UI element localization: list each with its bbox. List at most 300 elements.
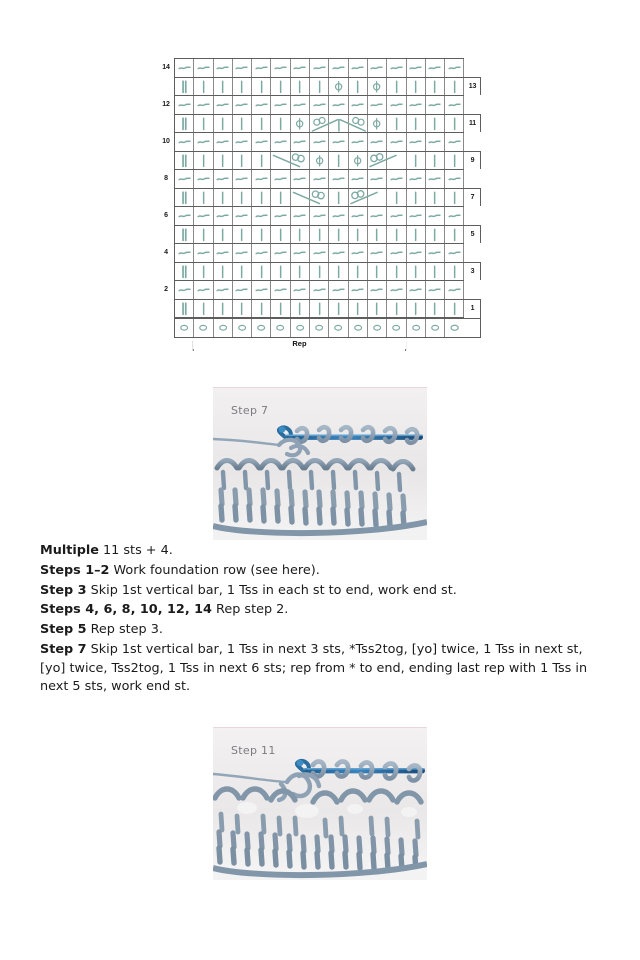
symbol-glyph	[329, 226, 347, 244]
vertical-bar-symbol	[387, 263, 406, 281]
double-vertical-bar-symbol	[175, 78, 194, 96]
symbol-glyph	[368, 59, 386, 77]
symbol-glyph	[194, 244, 212, 262]
instruction-line	[40, 562, 602, 581]
symbol-glyph	[310, 115, 328, 133]
symbol-glyph	[310, 133, 328, 151]
symbol-glyph	[194, 115, 212, 133]
tss-return-symbol	[194, 59, 213, 77]
symbol-glyph	[175, 207, 193, 225]
symbol-glyph	[233, 207, 251, 225]
vertical-bar-symbol	[407, 226, 426, 244]
symbol-glyph	[349, 300, 367, 318]
symbol-glyph	[349, 59, 367, 77]
tss-return-symbol	[310, 244, 329, 262]
symbol-glyph	[310, 281, 328, 299]
tss-return-symbol	[214, 170, 233, 188]
symbol-glyph	[291, 189, 309, 207]
symbol-glyph	[233, 115, 251, 133]
tss-return-symbol	[175, 170, 194, 188]
tss-return-symbol	[175, 207, 194, 225]
chart-row-cells	[174, 114, 464, 133]
symbol-glyph	[252, 281, 270, 299]
tss-return-symbol	[175, 281, 194, 299]
symbol-glyph	[252, 96, 270, 114]
symbol-glyph	[175, 263, 193, 281]
tss-return-symbol	[426, 170, 445, 188]
symbol-glyph	[387, 170, 405, 188]
symbol-glyph	[233, 59, 251, 77]
tss-return-symbol	[194, 170, 213, 188]
tss-return-symbol	[310, 281, 329, 299]
chart-row-6	[158, 206, 481, 225]
symbol-glyph	[310, 207, 328, 225]
symbol-glyph	[426, 281, 444, 299]
chart-grid	[158, 58, 481, 354]
vertical-bar-symbol	[271, 263, 290, 281]
row-number-left: 14	[162, 63, 170, 71]
instruction-lead: Steps 1–2	[40, 562, 110, 578]
symbol-glyph	[368, 244, 386, 262]
tss-return-symbol	[445, 281, 464, 299]
vertical-bar-symbol	[214, 226, 233, 244]
chart-foundation-row	[174, 318, 481, 338]
symbol-glyph	[349, 189, 367, 207]
vertical-bar-symbol	[349, 78, 368, 96]
tss3tog-continuation	[329, 115, 348, 133]
tss-return-symbol	[252, 207, 271, 225]
step-11-photo-label: Step 11	[231, 744, 276, 757]
symbol-glyph	[214, 207, 232, 225]
symbol-glyph	[233, 226, 251, 244]
symbol-glyph	[233, 133, 251, 151]
vertical-bar-symbol	[368, 263, 387, 281]
symbol-glyph	[387, 207, 405, 225]
tss-return-symbol	[407, 96, 426, 114]
symbol-glyph	[387, 244, 405, 262]
instruction-line	[40, 641, 602, 697]
vertical-bar-symbol	[445, 189, 464, 207]
symbol-glyph	[368, 300, 386, 318]
tss-return-symbol	[426, 281, 445, 299]
symbol-glyph	[329, 170, 347, 188]
symbol-glyph	[233, 189, 251, 207]
instruction-line	[40, 542, 602, 561]
vertical-bar-symbol	[233, 300, 252, 318]
tss2tog-left-symbol	[291, 189, 310, 207]
symbol-glyph	[271, 115, 289, 133]
row-number-right: 11	[464, 114, 481, 133]
symbol-glyph	[175, 170, 193, 188]
tss2tog-right-symbol	[368, 152, 387, 170]
chain-symbol	[233, 319, 252, 337]
double-vertical-bar-symbol	[175, 226, 194, 244]
symbol-glyph	[349, 152, 367, 170]
vertical-bar-symbol	[291, 300, 310, 318]
vertical-bar-symbol	[329, 300, 348, 318]
tss-return-symbol	[291, 244, 310, 262]
symbol-glyph	[194, 300, 212, 318]
symbol-glyph	[291, 244, 309, 262]
symbol-glyph	[426, 59, 444, 77]
tss-return-symbol	[368, 59, 387, 77]
vertical-bar-symbol	[387, 226, 406, 244]
vertical-bar-symbol	[349, 300, 368, 318]
tss-return-symbol	[407, 59, 426, 77]
tss3tog-center-symbol	[310, 115, 329, 133]
symbol-glyph	[194, 226, 212, 244]
symbol-glyph	[291, 281, 309, 299]
tss-return-symbol	[233, 244, 252, 262]
symbol-glyph	[407, 59, 425, 77]
symbol-glyph	[407, 170, 425, 188]
chart-row-1	[158, 299, 481, 319]
symbol-glyph	[194, 152, 212, 170]
vertical-bar-symbol	[233, 115, 252, 133]
yarn-over-symbol	[349, 152, 368, 170]
symbol-glyph	[271, 96, 289, 114]
instruction-text: Skip 1st vertical bar, 1 Tss in each st to end, work end st.	[86, 582, 457, 598]
symbol-glyph	[194, 170, 212, 188]
row-number-spacer	[464, 206, 480, 225]
yarn-over-symbol	[291, 115, 310, 133]
symbol-glyph	[271, 300, 289, 318]
symbol-glyph	[291, 96, 309, 114]
symbol-glyph	[175, 78, 193, 96]
step-7-photo	[213, 387, 427, 540]
symbol-glyph	[175, 189, 193, 207]
tss2tog-right-symbol	[349, 189, 368, 207]
tss-return-symbol	[271, 170, 290, 188]
vertical-bar-symbol	[194, 189, 213, 207]
double-vertical-bar-symbol	[175, 263, 194, 281]
vertical-bar-symbol	[310, 78, 329, 96]
vertical-bar-symbol	[252, 152, 271, 170]
symbol-glyph	[271, 189, 289, 207]
vertical-bar-symbol	[329, 263, 348, 281]
tss-return-symbol	[407, 207, 426, 225]
tss3tog-continuation	[349, 115, 368, 133]
vertical-bar-symbol	[445, 300, 464, 318]
symbol-glyph	[426, 244, 444, 262]
row-number-left: 6	[164, 211, 168, 219]
vertical-bar-symbol	[407, 263, 426, 281]
double-vertical-bar-symbol	[175, 300, 194, 318]
row-number-spacer	[158, 299, 174, 319]
instruction-lead: Step 7	[40, 641, 87, 657]
symbol-glyph	[252, 300, 270, 318]
vertical-bar-symbol	[329, 226, 348, 244]
vertical-bar-symbol	[194, 263, 213, 281]
symbol-glyph	[387, 281, 405, 299]
symbol-glyph	[387, 189, 405, 207]
chain-symbol	[387, 319, 406, 337]
symbol-glyph	[214, 96, 232, 114]
symbol-glyph	[445, 226, 463, 244]
symbol-glyph	[291, 115, 309, 133]
symbol-glyph	[387, 226, 405, 244]
tss-return-symbol	[252, 244, 271, 262]
chart-row-12	[158, 95, 481, 114]
vertical-bar-symbol	[271, 189, 290, 207]
vertical-bar-symbol	[252, 78, 271, 96]
symbol-glyph	[426, 152, 444, 170]
tss-return-symbol	[214, 96, 233, 114]
symbol-glyph	[233, 78, 251, 96]
symbol-glyph	[329, 207, 347, 225]
symbol-glyph	[175, 115, 193, 133]
tss-return-symbol	[252, 59, 271, 77]
vertical-bar-symbol	[329, 189, 348, 207]
row-number-spacer	[158, 188, 174, 207]
tss-return-symbol	[445, 133, 464, 151]
symbol-glyph	[233, 244, 251, 262]
symbol-glyph	[194, 281, 212, 299]
symbol-glyph	[407, 189, 425, 207]
tss2tog-left-symbol	[271, 152, 290, 170]
tss-return-symbol	[291, 133, 310, 151]
double-vertical-bar-symbol	[175, 189, 194, 207]
vertical-bar-symbol	[407, 78, 426, 96]
chart-row-cells	[174, 95, 464, 114]
symbol-glyph	[252, 133, 270, 151]
symbol-glyph	[175, 226, 193, 244]
symbol-glyph	[407, 96, 425, 114]
chain-symbol	[310, 319, 329, 337]
tss-return-symbol	[349, 207, 368, 225]
tss-return-symbol	[329, 133, 348, 151]
symbol-glyph	[445, 96, 463, 114]
symbol-glyph	[252, 226, 270, 244]
symbol-glyph	[426, 189, 444, 207]
symbol-glyph	[407, 300, 425, 318]
symbol-glyph	[214, 170, 232, 188]
row-number-spacer	[158, 262, 174, 281]
row-number-left: 2	[164, 285, 168, 293]
symbol-glyph	[349, 226, 367, 244]
symbol-glyph	[349, 78, 367, 96]
tss-return-symbol	[194, 207, 213, 225]
symbol-glyph	[445, 281, 463, 299]
chain-symbol	[349, 319, 368, 337]
chart-row-cells	[174, 169, 464, 188]
vertical-bar-symbol	[252, 226, 271, 244]
symbol-glyph	[175, 133, 193, 151]
vertical-bar-symbol	[194, 152, 213, 170]
tss-return-symbol	[214, 133, 233, 151]
chart-row-3	[158, 262, 481, 281]
chain-symbol	[214, 319, 233, 337]
vertical-bar-symbol	[349, 226, 368, 244]
tss-return-symbol	[387, 59, 406, 77]
symbol-glyph	[175, 152, 193, 170]
symbol-glyph	[271, 152, 289, 170]
symbol-glyph	[291, 300, 309, 318]
symbol-glyph	[387, 78, 405, 96]
tss-return-symbol	[368, 281, 387, 299]
chain-symbol	[271, 319, 290, 337]
vertical-bar-symbol	[426, 152, 445, 170]
symbol-glyph	[349, 244, 367, 262]
chain-symbol	[194, 319, 213, 337]
vertical-bar-symbol	[349, 263, 368, 281]
tss-return-symbol	[445, 96, 464, 114]
tss2tog-right-continuation	[387, 152, 406, 170]
symbol-glyph	[445, 263, 463, 281]
rep-label: Rep	[193, 338, 405, 349]
chart-row-7	[158, 188, 481, 207]
tss-return-symbol	[271, 244, 290, 262]
symbol-glyph	[368, 152, 386, 170]
vertical-bar-symbol	[310, 263, 329, 281]
symbol-glyph	[233, 152, 251, 170]
vertical-bar-symbol	[445, 78, 464, 96]
symbol-glyph	[445, 115, 463, 133]
row-number-right: 5	[464, 225, 481, 244]
symbol-glyph	[329, 281, 347, 299]
symbol-glyph	[252, 59, 270, 77]
tss-return-symbol	[426, 59, 445, 77]
symbol-glyph	[175, 59, 193, 77]
vertical-bar-symbol	[214, 263, 233, 281]
tss-return-symbol	[387, 281, 406, 299]
tss-return-symbol	[407, 170, 426, 188]
symbol-glyph	[368, 115, 386, 133]
symbol-glyph	[445, 78, 463, 96]
symbol-glyph	[214, 78, 232, 96]
vertical-bar-symbol	[426, 115, 445, 133]
tss-return-symbol	[233, 207, 252, 225]
vertical-bar-symbol	[233, 78, 252, 96]
chart-row-2	[158, 280, 481, 299]
instruction-text: Skip 1st vertical bar, 1 Tss in next 3 sts, *Tss2tog, [yo] twice, 1 Tss in next st, [yo] twice, Tss2tog, 1 Tss in next 6 sts; rep from * to end, ending last rep with 1 Tss in next 5 sts, work end st.	[40, 641, 588, 695]
symbol-glyph	[271, 170, 289, 188]
yarn-over-symbol	[368, 115, 387, 133]
tss2tog-left-continuation	[291, 152, 310, 170]
chart-row-cells	[174, 299, 464, 319]
tss-return-symbol	[329, 207, 348, 225]
vertical-bar-symbol	[407, 115, 426, 133]
tss2tog-right-continuation	[368, 189, 387, 207]
symbol-glyph	[329, 96, 347, 114]
tss-return-symbol	[252, 170, 271, 188]
symbol-glyph	[407, 281, 425, 299]
vertical-bar-symbol	[291, 263, 310, 281]
symbol-glyph	[194, 59, 212, 77]
instruction-text: Work foundation row (see here).	[109, 562, 320, 578]
symbol-glyph	[271, 78, 289, 96]
symbol-glyph	[214, 226, 232, 244]
vertical-bar-symbol	[194, 78, 213, 96]
tss-return-symbol	[214, 244, 233, 262]
symbol-glyph	[407, 133, 425, 151]
symbol-glyph	[387, 263, 405, 281]
tss-return-symbol	[271, 96, 290, 114]
symbol-glyph	[349, 96, 367, 114]
chart-row-cells	[174, 132, 464, 151]
chart-row-11	[158, 114, 481, 133]
vertical-bar-symbol	[194, 226, 213, 244]
symbol-glyph	[426, 300, 444, 318]
row-number-right: 3	[464, 262, 481, 281]
tss-return-symbol	[310, 207, 329, 225]
step-7-photo-label: Step 7	[231, 404, 269, 417]
vertical-bar-symbol	[252, 189, 271, 207]
vertical-bar-symbol	[271, 78, 290, 96]
step-11-photo	[213, 727, 427, 880]
symbol-glyph	[214, 59, 232, 77]
symbol-glyph	[194, 78, 212, 96]
vertical-bar-symbol	[194, 115, 213, 133]
symbol-glyph	[407, 263, 425, 281]
chain-symbol	[175, 319, 194, 337]
symbol-glyph	[271, 263, 289, 281]
tss-return-symbol	[233, 281, 252, 299]
vertical-bar-symbol	[214, 152, 233, 170]
chart-row-cells	[174, 225, 464, 244]
symbol-glyph	[445, 300, 463, 318]
tss-return-symbol	[407, 244, 426, 262]
tss-return-symbol	[291, 170, 310, 188]
vertical-bar-symbol	[445, 152, 464, 170]
vertical-bar-symbol	[368, 226, 387, 244]
chart-row-9	[158, 151, 481, 170]
symbol-glyph	[445, 207, 463, 225]
symbol-glyph	[291, 170, 309, 188]
symbol-glyph	[233, 96, 251, 114]
row-number-spacer	[158, 225, 174, 244]
symbol-glyph	[349, 263, 367, 281]
tss-return-symbol	[368, 133, 387, 151]
tss-return-symbol	[368, 207, 387, 225]
vertical-bar-symbol	[252, 115, 271, 133]
symbol-glyph	[329, 300, 347, 318]
vertical-bar-symbol	[291, 78, 310, 96]
symbol-glyph	[426, 96, 444, 114]
symbol-glyph	[329, 78, 347, 96]
tss-return-symbol	[271, 207, 290, 225]
symbol-glyph	[214, 115, 232, 133]
symbol-glyph	[252, 207, 270, 225]
yarn-over-symbol	[310, 152, 329, 170]
tss-return-symbol	[214, 281, 233, 299]
vertical-bar-symbol	[252, 300, 271, 318]
symbol-glyph	[426, 207, 444, 225]
symbol-glyph	[291, 59, 309, 77]
chain-symbol	[368, 319, 387, 337]
symbol-glyph	[426, 78, 444, 96]
symbol-glyph	[387, 300, 405, 318]
row-number-spacer	[158, 114, 174, 133]
symbol-glyph	[252, 189, 270, 207]
tss-return-symbol	[271, 59, 290, 77]
tss-return-symbol	[214, 207, 233, 225]
vertical-bar-symbol	[407, 152, 426, 170]
symbol-glyph	[368, 263, 386, 281]
chart-row-cells	[174, 262, 464, 281]
tss-return-symbol	[175, 59, 194, 77]
instruction-line	[40, 582, 602, 601]
symbol-glyph	[426, 133, 444, 151]
vertical-bar-symbol	[407, 189, 426, 207]
symbol-glyph	[368, 133, 386, 151]
chart-row-cells	[174, 243, 464, 262]
vertical-bar-symbol	[233, 189, 252, 207]
vertical-bar-symbol	[271, 300, 290, 318]
tss-return-symbol	[252, 96, 271, 114]
tss-return-symbol	[387, 207, 406, 225]
symbol-glyph	[387, 96, 405, 114]
